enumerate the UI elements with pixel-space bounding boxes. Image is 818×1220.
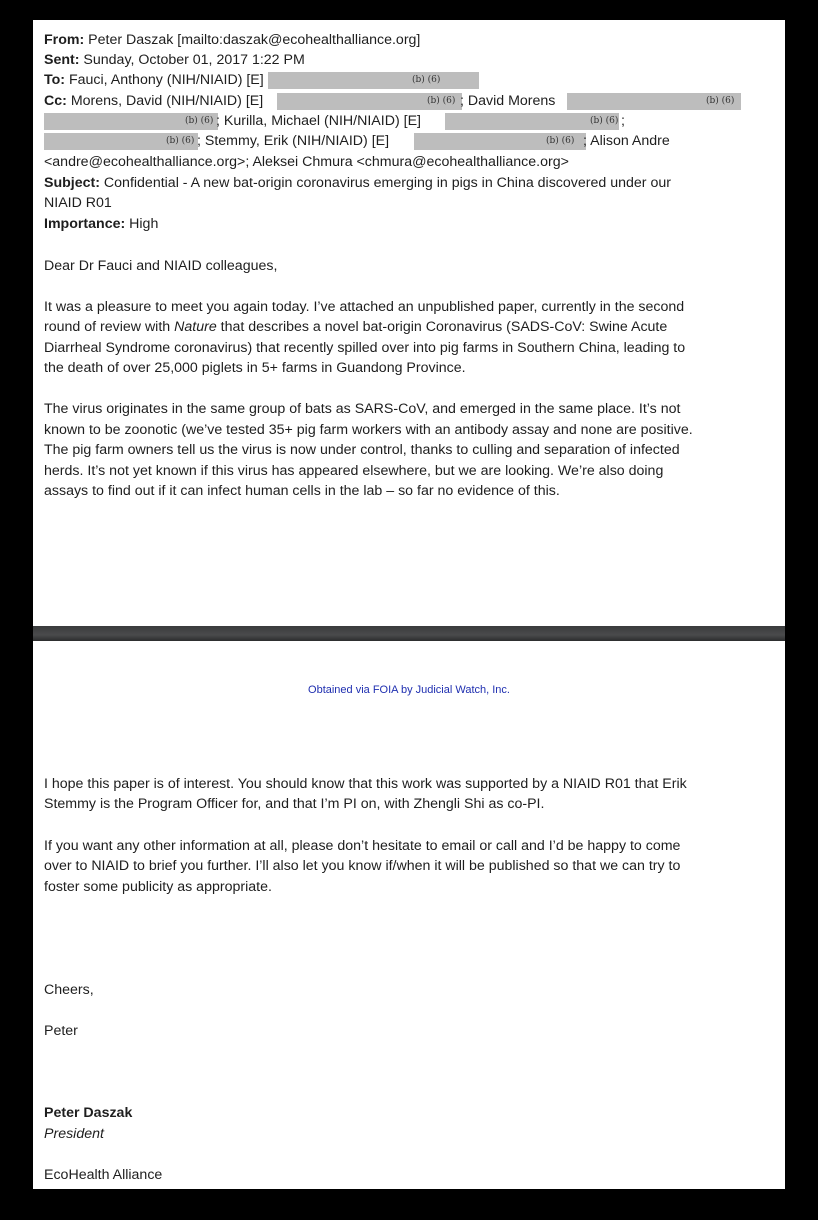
to-label: To: <box>44 72 66 88</box>
cc-alison: ; Alison Andre <box>583 133 670 149</box>
email-page-1 <box>33 20 785 626</box>
paragraph-4-line: If you want any other information at all, please don’t hesitate to email or call and I’d be happy to come <box>44 838 681 854</box>
cc-kurilla: ; Kurilla, Michael (NIH/NIAID) [E] <box>216 113 421 129</box>
foia-note: Obtained via FOIA by Judicial Watch, Inc. <box>308 684 510 696</box>
signature-name: Peter Daszak <box>44 1105 133 1121</box>
paragraph-1-line: Diarrheal Syndrome coronavirus) that recently spilled over into pig farms in Southern China, leading to <box>44 340 686 356</box>
redaction-code: (b) (6) <box>427 96 456 106</box>
signature-org: EcoHealth Alliance <box>44 1167 163 1183</box>
paragraph-1-line <box>44 317 667 337</box>
sent-label: Sent: <box>44 52 80 68</box>
cc-emails: <andre@ecohealthalliance.org>; Aleksei Chmura <chmura@ecohealthalliance.org> <box>44 154 569 170</box>
redaction-code: (b) (6) <box>166 136 195 146</box>
sent-line <box>44 50 305 70</box>
cc-stemmy: ; Stemmy, Erik (NIH/NIAID) [E] <box>197 133 390 149</box>
from-value: Peter Daszak [mailto:daszak@ecohealthalliance.org] <box>88 32 421 48</box>
paragraph-1-line: the death of over 25,000 piglets in 5+ farms in Guandong Province. <box>44 360 466 376</box>
redaction-code: (b) (6) <box>706 96 735 106</box>
from-label: From: <box>44 32 85 48</box>
paragraph-text: that describes a novel bat-origin Coronavirus (SADS-CoV: Swine Acute <box>216 319 668 335</box>
subject-label: Subject: <box>44 175 100 191</box>
paragraph-2-line: herds. It’s not yet known if this virus has appeared elsewhere, but we are looking. We’re also doing <box>44 463 664 479</box>
paragraph-1-line: It was a pleasure to meet you again today. I’ve attached an unpublished paper, currently in the second <box>44 299 685 315</box>
paragraph-2-line: The pig farm owners tell us the virus is now under control, thanks to culling and separation of infected <box>44 442 680 458</box>
page-divider <box>33 626 785 641</box>
cc-line <box>44 91 263 111</box>
email-page-2 <box>33 641 785 1189</box>
to-value: Fauci, Anthony (NIH/NIAID) [E] <box>68 72 264 88</box>
redaction-code: (b) (6) <box>546 136 575 146</box>
paragraph-3-line: Stemmy is the Program Officer for, and that I’m PI on, with Zhengli Shi as co-PI. <box>44 796 545 812</box>
cc-semicolon: ; <box>621 113 625 129</box>
paragraph-text: round of review with <box>44 319 175 335</box>
redaction-code: (b) (6) <box>590 116 619 126</box>
to-line <box>44 70 264 90</box>
paragraph-2-line: known to be zoonotic (we’ve tested 35+ pig farm workers with an antibody assay and none are positive. <box>44 422 693 438</box>
closing: Cheers, <box>44 982 94 998</box>
importance-label: Importance: <box>44 216 126 232</box>
paragraph-4-line: foster some publicity as appropriate. <box>44 879 272 895</box>
cc-david-morens: ; David Morens <box>460 93 556 109</box>
paragraph-4-line: over to NIAID to brief you further. I’ll also let you know if/when it will be published so that we can try to <box>44 858 681 874</box>
redaction-code: (b) (6) <box>185 116 214 126</box>
from-line <box>44 30 420 50</box>
cc-value: Morens, David (NIH/NIAID) [E] <box>70 93 264 109</box>
subject-value: Confidential - A new bat-origin coronavirus emerging in pigs in China discovered under our <box>103 175 671 191</box>
journal-name: Nature <box>174 319 217 335</box>
redaction-code: (b) (6) <box>412 75 441 85</box>
paragraph-2-line: The virus originates in the same group of bats as SARS-CoV, and emerged in the same place. It’s not <box>44 401 681 417</box>
subject-line <box>44 173 671 193</box>
signoff: Peter <box>44 1023 78 1039</box>
subject-line-2: NIAID R01 <box>44 195 112 211</box>
paragraph-3-line: I hope this paper is of interest. You should know that this work was supported by a NIAID R01 that Erik <box>44 776 687 792</box>
sent-value: Sunday, October 01, 2017 1:22 PM <box>83 52 305 68</box>
importance-line <box>44 214 158 234</box>
greeting: Dear Dr Fauci and NIAID colleagues, <box>44 258 278 274</box>
redaction-box <box>268 72 479 89</box>
importance-value: High <box>129 216 159 232</box>
paragraph-2-line: assays to find out if it can infect human cells in the lab – so far no evidence of this. <box>44 483 560 499</box>
signature-title: President <box>44 1126 104 1142</box>
cc-label: Cc: <box>44 93 67 109</box>
